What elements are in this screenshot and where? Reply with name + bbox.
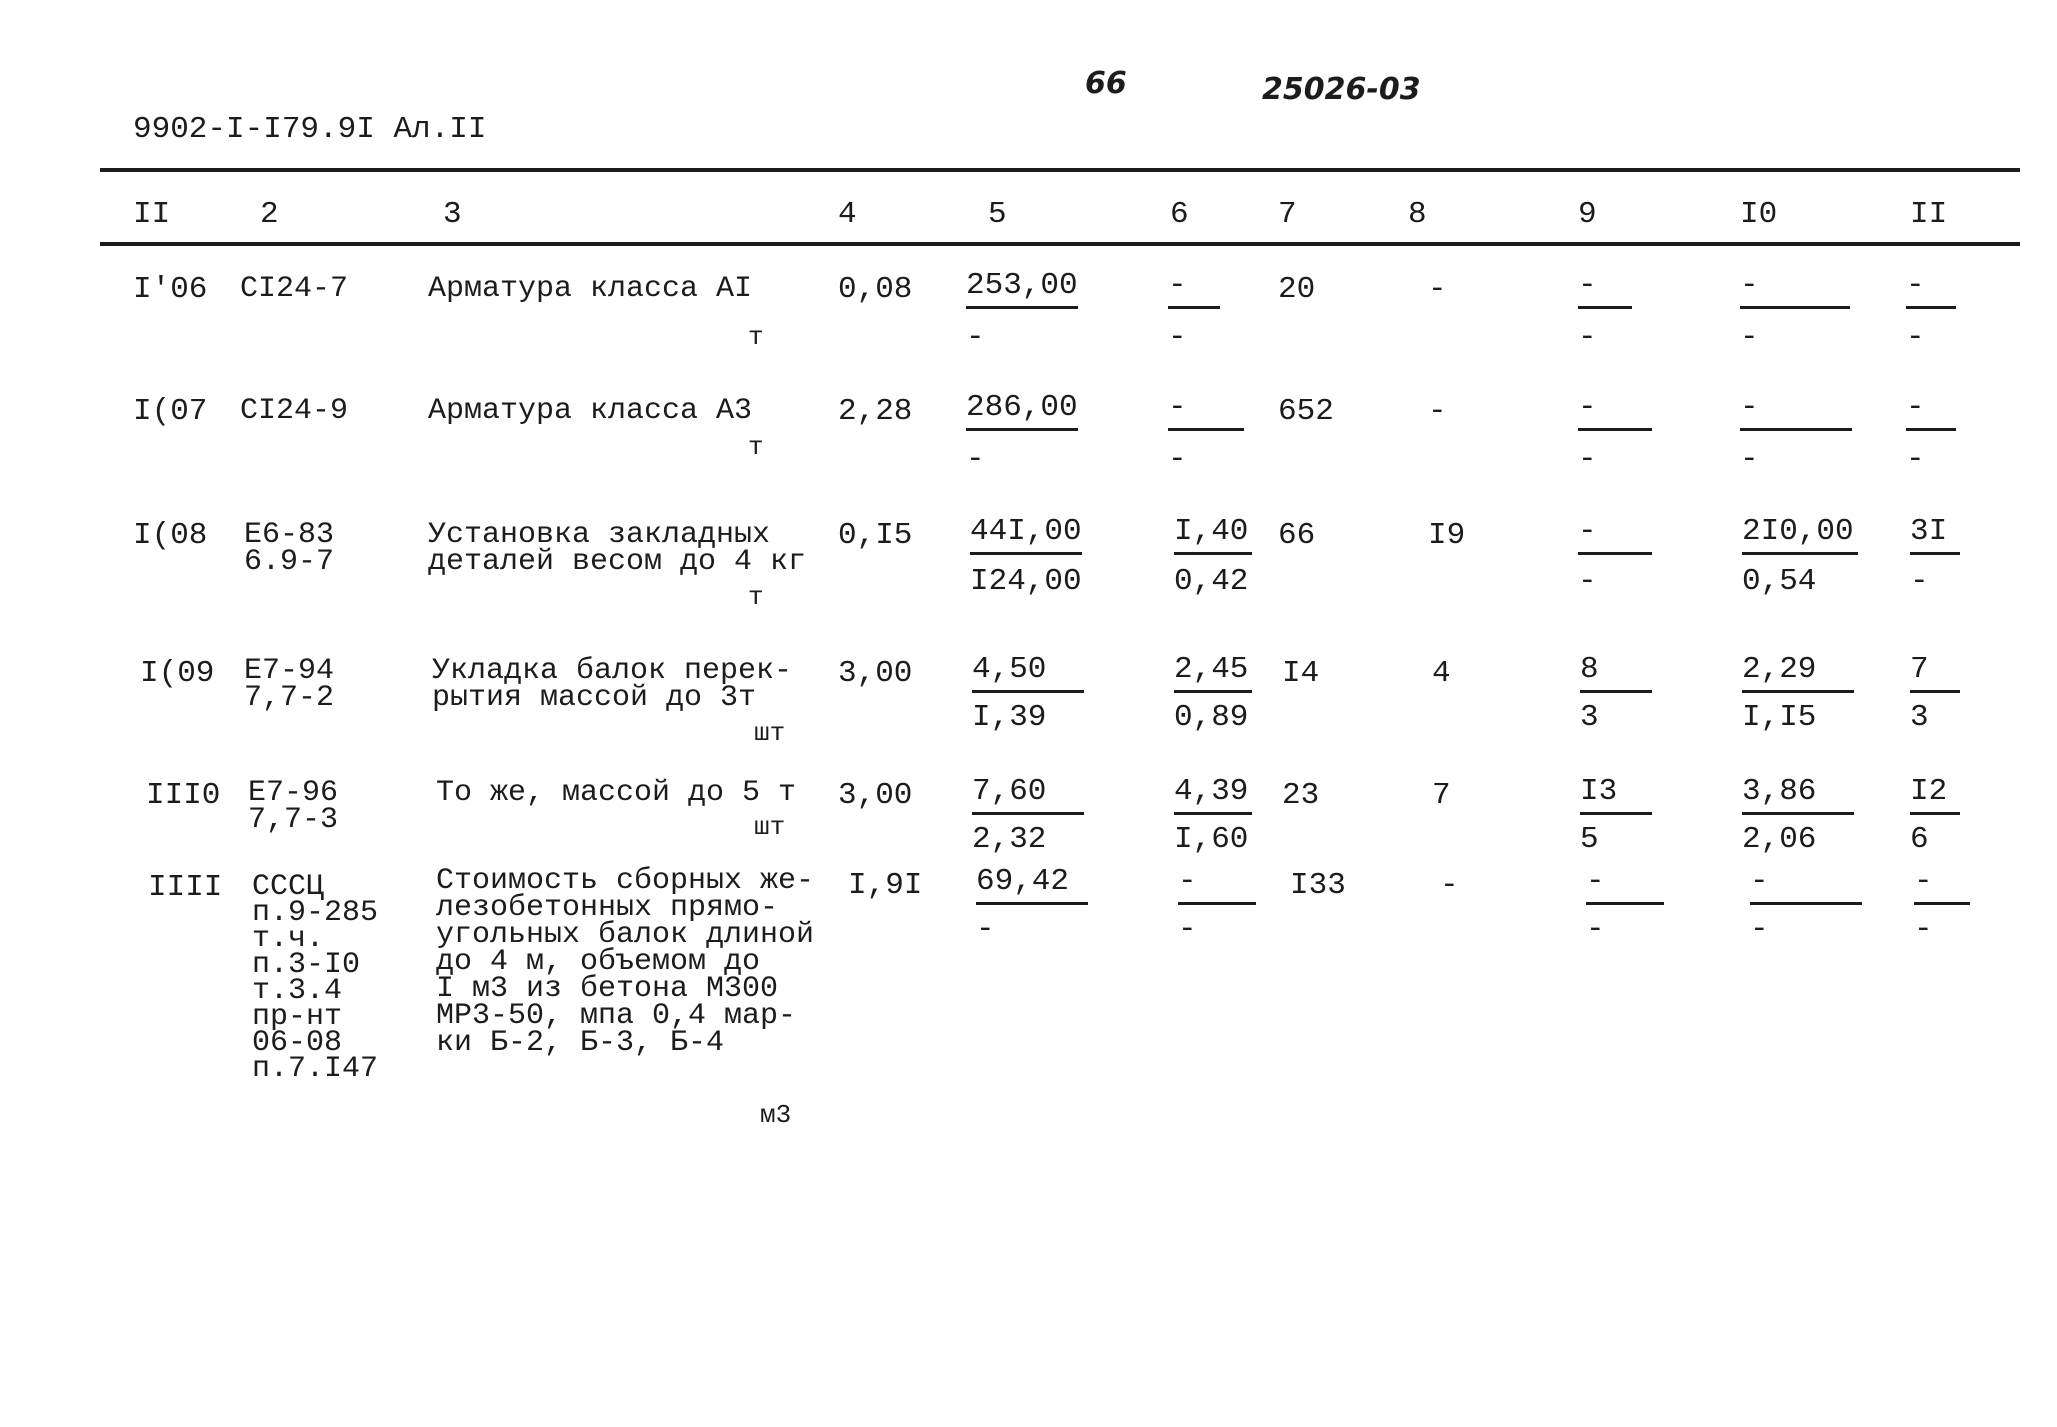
- top-rule: [100, 168, 2020, 172]
- col9-top: I3: [1580, 774, 1652, 815]
- row-code: E7-96 7,7-3: [248, 776, 339, 837]
- col6-top: -: [1168, 390, 1244, 431]
- col6-bottom: I,60: [1174, 822, 1249, 857]
- col5-bottom: I,39: [972, 700, 1047, 735]
- col5-top: 253,00: [966, 268, 1078, 309]
- col7-value: 20: [1278, 272, 1316, 307]
- col6-bottom: -: [1168, 320, 1187, 355]
- col11-bottom: 3: [1910, 700, 1929, 735]
- col-header-10: I0: [1740, 197, 1778, 232]
- col7-value: I33: [1290, 868, 1346, 903]
- col-header-8: 8: [1408, 197, 1427, 232]
- row-code: СССЦ п.9-285 т.ч. п.3-I0 т.3.4 пр-нт 06-08 п.7.I47: [252, 870, 379, 1086]
- col9-top: -: [1578, 390, 1652, 431]
- row-quantity: 0,08: [838, 272, 913, 307]
- col6-bottom: -: [1178, 912, 1197, 947]
- col-header-5: 5: [988, 197, 1007, 232]
- col10-top: 3,86: [1742, 774, 1854, 815]
- col9-top: -: [1586, 864, 1664, 905]
- header-rule: [100, 242, 2020, 246]
- col6-top: 2,45: [1174, 652, 1252, 693]
- col9-top: -: [1578, 514, 1652, 555]
- col6-top: -: [1168, 268, 1220, 309]
- col10-top: -: [1740, 268, 1850, 309]
- col8-value: -: [1428, 394, 1447, 429]
- col-header-1: II: [133, 197, 171, 232]
- row-id: I(07: [133, 394, 208, 429]
- row-quantity: 3,00: [838, 656, 913, 691]
- col8-value: 4: [1432, 656, 1451, 691]
- col11-bottom: -: [1906, 442, 1925, 477]
- row-quantity: 3,00: [838, 778, 913, 813]
- row-quantity: I,9I: [848, 868, 923, 903]
- row-description: Арматура класса АI: [428, 272, 753, 306]
- col10-top: -: [1750, 864, 1862, 905]
- col5-top: 69,42: [976, 864, 1088, 905]
- col5-bottom: -: [966, 320, 985, 355]
- row-id: IIII: [148, 870, 223, 905]
- col11-top: 7: [1910, 652, 1960, 693]
- col9-bottom: 3: [1580, 700, 1599, 735]
- col11-top: I2: [1910, 774, 1960, 815]
- col8-value: -: [1440, 868, 1459, 903]
- col11-bottom: 6: [1910, 822, 1929, 857]
- col11-top: -: [1906, 268, 1956, 309]
- row-id: I'06: [133, 272, 208, 307]
- row-description: Укладка балок перек- рытия массой до 3т: [432, 654, 793, 715]
- row-id: I(08: [133, 518, 208, 553]
- col5-bottom: -: [976, 912, 995, 947]
- col6-bottom: 0,89: [1174, 700, 1249, 735]
- row-description: То же, массой до 5 т: [436, 776, 797, 810]
- col11-top: 3I: [1910, 514, 1960, 555]
- row-unit: т: [748, 322, 764, 352]
- row-quantity: 0,I5: [838, 518, 913, 553]
- row-description: Стоимость сборных же- лезобетонных прямо- угольных балок длиной до 4 м, объемом до I м3 из бетона М300 МР3-50, мпа 0,4 мар- ки Б-2, Б-3, Б-4: [436, 864, 815, 1060]
- col11-bottom: -: [1910, 564, 1929, 599]
- col-header-3: 3: [443, 197, 462, 232]
- col9-top: -: [1578, 268, 1632, 309]
- col9-bottom: -: [1586, 912, 1605, 947]
- row-code: E7-94 7,7-2: [244, 654, 335, 715]
- col11-bottom: -: [1906, 320, 1925, 355]
- col5-bottom: I24,00: [970, 564, 1082, 599]
- col6-bottom: 0,42: [1174, 564, 1249, 599]
- col-header-7: 7: [1278, 197, 1297, 232]
- col7-value: 66: [1278, 518, 1316, 553]
- col11-top: -: [1914, 864, 1970, 905]
- row-unit: м3: [760, 1100, 792, 1130]
- col5-bottom: -: [966, 442, 985, 477]
- col5-top: 4,50: [972, 652, 1084, 693]
- col6-top: -: [1178, 864, 1256, 905]
- col5-top: 44I,00: [970, 514, 1082, 555]
- col6-top: I,40: [1174, 514, 1252, 555]
- row-unit: т: [748, 432, 764, 462]
- col10-bottom: -: [1740, 320, 1759, 355]
- archive-stamp: 25026-03: [1262, 72, 1421, 107]
- col10-bottom: -: [1750, 912, 1769, 947]
- row-description: Установка закладных деталей весом до 4 кг: [428, 518, 807, 579]
- row-unit: шт: [754, 718, 786, 748]
- col-header-4: 4: [838, 197, 857, 232]
- col8-value: -: [1428, 272, 1447, 307]
- col-header-6: 6: [1170, 197, 1189, 232]
- col10-top: -: [1740, 390, 1852, 431]
- row-id: I(09: [140, 656, 215, 691]
- row-quantity: 2,28: [838, 394, 913, 429]
- col6-bottom: -: [1168, 442, 1187, 477]
- col-header-11: II: [1910, 197, 1948, 232]
- row-description: Арматура класса А3: [428, 394, 753, 428]
- col11-bottom: -: [1914, 912, 1933, 947]
- row-unit: шт: [754, 812, 786, 842]
- col9-bottom: 5: [1580, 822, 1599, 857]
- col10-bottom: I,I5: [1742, 700, 1817, 735]
- col-header-2: 2: [260, 197, 279, 232]
- page-number: 66: [1085, 66, 1127, 101]
- col8-value: I9: [1428, 518, 1466, 553]
- col9-bottom: -: [1578, 320, 1597, 355]
- row-code: E6-83 6.9-7: [244, 518, 335, 579]
- col10-bottom: 0,54: [1742, 564, 1817, 599]
- col8-value: 7: [1432, 778, 1451, 813]
- col9-bottom: -: [1578, 442, 1597, 477]
- col11-top: -: [1906, 390, 1956, 431]
- col7-value: 652: [1278, 394, 1334, 429]
- document-code: 9902-I-I79.9I Ал.II: [133, 112, 487, 147]
- col5-top: 286,00: [966, 390, 1078, 431]
- col9-bottom: -: [1578, 564, 1597, 599]
- col-header-9: 9: [1578, 197, 1597, 232]
- col6-top: 4,39: [1174, 774, 1252, 815]
- col10-top: 2I0,00: [1742, 514, 1858, 555]
- col5-top: 7,60: [972, 774, 1084, 815]
- row-unit: т: [748, 582, 764, 612]
- col7-value: I4: [1282, 656, 1320, 691]
- col10-bottom: 2,06: [1742, 822, 1817, 857]
- row-code: CI24-9: [240, 394, 349, 428]
- row-code: CI24-7: [240, 272, 349, 306]
- col10-top: 2,29: [1742, 652, 1854, 693]
- row-id: III0: [146, 778, 221, 813]
- col9-top: 8: [1580, 652, 1652, 693]
- col5-bottom: 2,32: [972, 822, 1047, 857]
- col7-value: 23: [1282, 778, 1320, 813]
- col10-bottom: -: [1740, 442, 1759, 477]
